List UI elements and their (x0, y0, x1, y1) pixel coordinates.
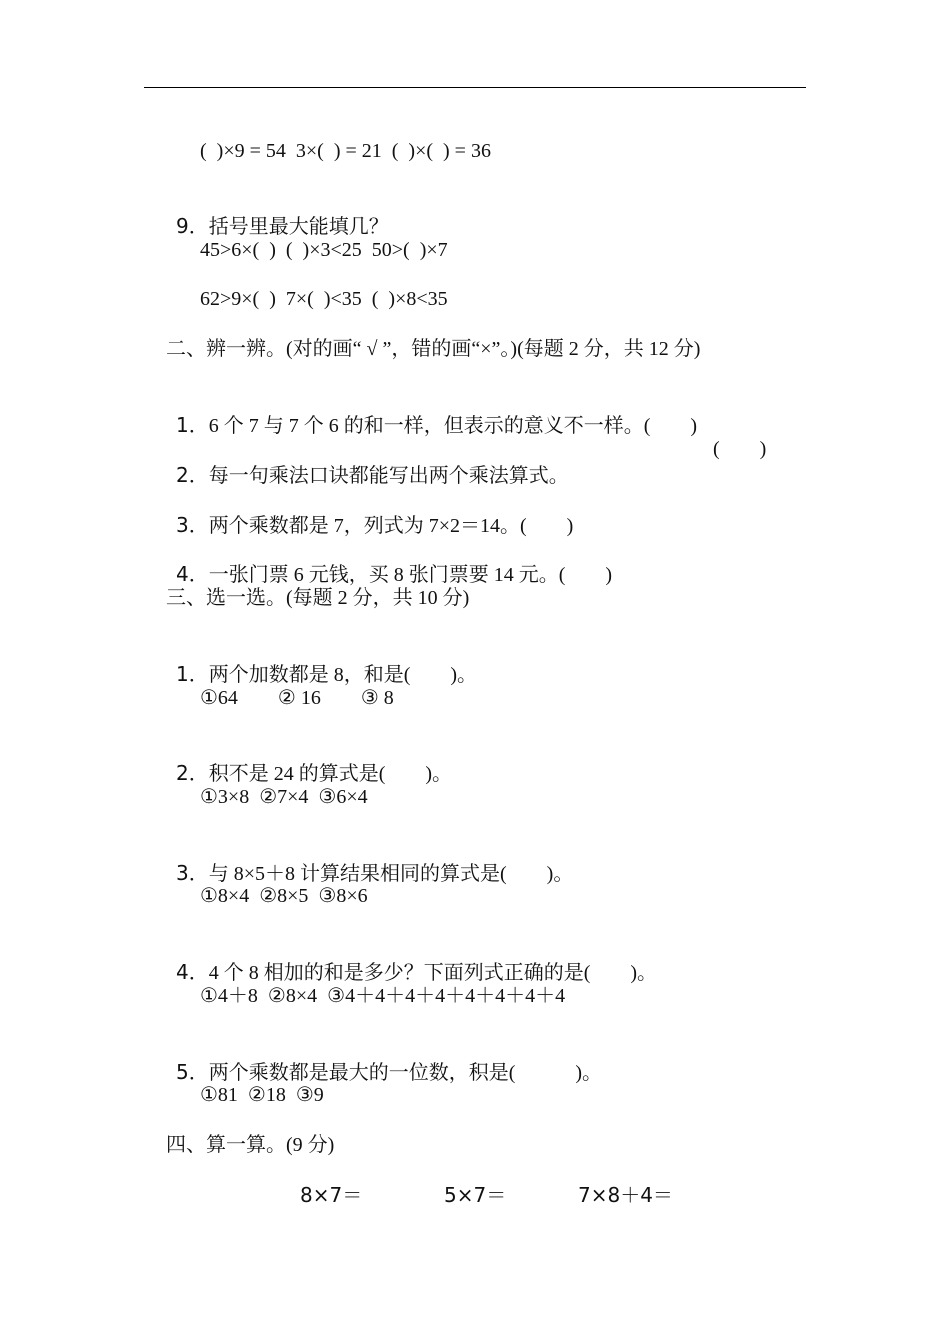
item-text: 两个乘数都是 7，列式为 7×2＝14。( ) (208, 515, 574, 537)
s3-item-3 (166, 834, 573, 887)
header-rule (144, 87, 806, 88)
calc-2: 5×7＝ (444, 1183, 507, 1207)
q8-continuation: ( )×9 = 54 3×( ) = 21 ( )×( ) = 36 (200, 140, 491, 162)
s3-item-3-options: ①8×4 ②8×5 ③8×6 (200, 885, 368, 907)
s3-item-1-options: ①64 ② 16 ③ 8 (200, 687, 394, 709)
question-number: 9． (176, 214, 209, 238)
item-number: 2． (176, 463, 209, 487)
s2-item-3 (166, 486, 573, 539)
item-text: 每一句乘法口诀都能写出两个乘法算式。 (208, 465, 569, 487)
item-number: 3． (176, 513, 209, 537)
s3-item-1 (166, 635, 477, 688)
item-number: 4． (176, 562, 209, 586)
calc-3: 7×8＋4＝ (578, 1183, 673, 1207)
s3-item-2 (166, 734, 452, 787)
s3-item-5-options: ①81 ②18 ③9 (200, 1084, 324, 1106)
item-number: 1． (176, 413, 209, 437)
item-text: 积不是 24 的算式是( )。 (208, 763, 453, 785)
question-9 (166, 187, 389, 240)
s2-item-2-answer-paren: ( ) (713, 438, 767, 460)
item-text: 两个加数都是 8，和是( )。 (208, 664, 478, 686)
s2-item-2 (166, 436, 569, 489)
item-text: 与 8×5＋8 计算结果相同的算式是( )。 (208, 863, 574, 885)
s3-item-4-options: ①4＋8 ②8×4 ③4＋4＋4＋4＋4＋4＋4＋4 (200, 985, 566, 1007)
item-number: 5． (176, 1060, 209, 1084)
item-text: 一张门票 6 元钱，买 8 张门票要 14 元。( ) (208, 564, 613, 586)
section-2-heading: 二、辨一辨。(对的画“ √ ”，错的画“×”。)(每题 2 分，共 12 分) (166, 338, 701, 360)
q9-row-1: 45>6×( ) ( )×3<25 50>( )×7 (200, 239, 448, 261)
item-text: 6 个 7 与 7 个 6 的和一样，但表示的意义不一样。( ) (208, 415, 698, 437)
item-number: 1． (176, 662, 209, 686)
q9-row-2: 62>9×( ) 7×( )<35 ( )×8<35 (200, 288, 448, 310)
s3-item-5 (166, 1033, 602, 1086)
s2-item-4 (166, 535, 612, 588)
calc-1: 8×7＝ (300, 1183, 363, 1207)
s2-item-1 (166, 386, 697, 439)
section-3-heading: 三、选一选。(每题 2 分，共 10 分) (166, 587, 470, 609)
section-4-heading: 四、算一算。(9 分) (166, 1134, 335, 1156)
s3-item-2-options: ①3×8 ②7×4 ③6×4 (200, 786, 368, 808)
item-text: 两个乘数都是最大的一位数，积是( )。 (208, 1062, 603, 1084)
question-text: 括号里最大能填几？ (208, 216, 389, 238)
item-number: 2． (176, 761, 209, 785)
item-number: 4． (176, 960, 209, 984)
s3-item-4 (166, 933, 657, 986)
item-text: 4 个 8 相加的和是多少？下面列式正确的是( )。 (208, 962, 658, 984)
item-number: 3． (176, 861, 209, 885)
